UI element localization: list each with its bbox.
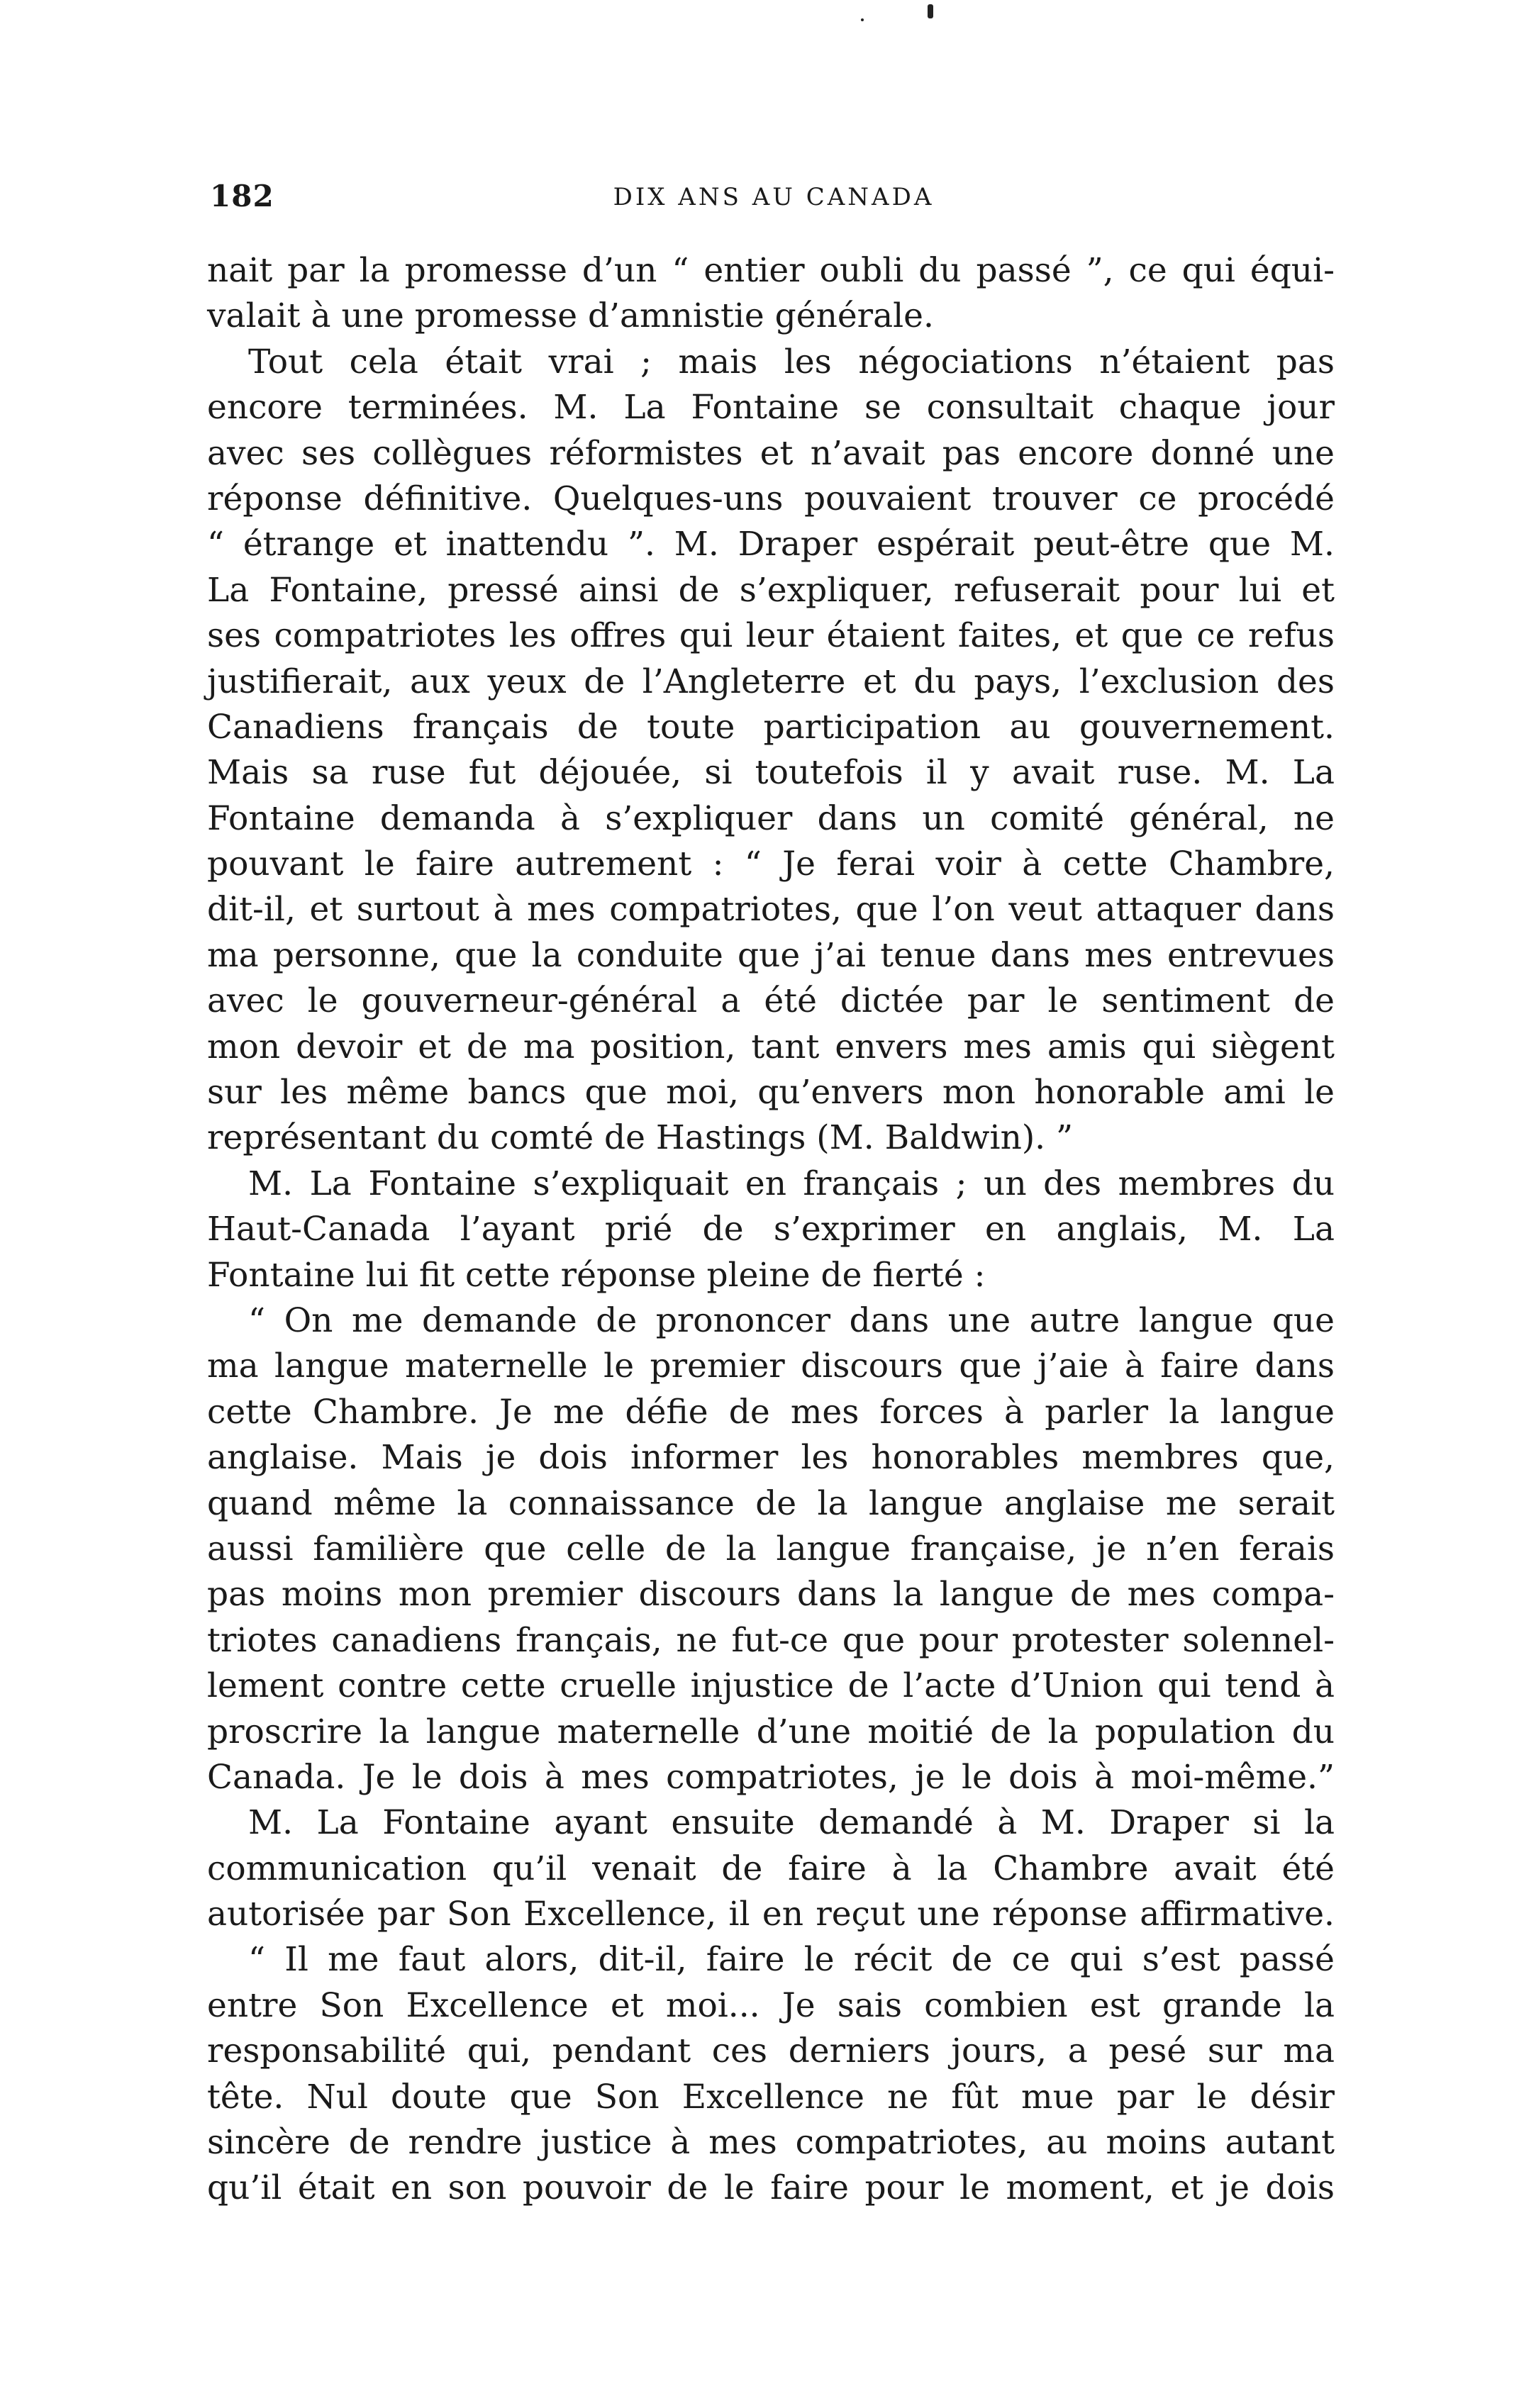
print-speck — [928, 4, 933, 18]
text-line: lement contre cette cruelle injustice de l’acte d’Union qui tend à — [207, 1666, 1335, 1706]
text-line: Canada. Je le dois à mes compatriotes, je le dois à moi-même.” — [207, 1757, 1335, 1797]
text-line: ma personne, que la conduite que j’ai tenue dans mes entrevues — [207, 935, 1335, 975]
text-line: sur les même bancs que moi, qu’envers mon honorable ami le — [207, 1073, 1335, 1113]
text-line: réponse définitive. Quelques-uns pouvaient trouver ce procédé — [207, 479, 1335, 518]
text-line: Fontaine lui fit cette réponse pleine de fierté : — [207, 1255, 986, 1295]
text-line: M. La Fontaine s’expliquait en français ; un des membres du — [248, 1164, 1335, 1203]
text-line: Haut-Canada l’ayant prié de s’exprimer en anglais, M. La — [207, 1210, 1335, 1249]
text-line: sincère de rendre justice à mes compatriotes, au moins autant — [207, 2123, 1335, 2163]
text-line: La Fontaine, pressé ainsi de s’expliquer, refuserait pour lui et — [207, 570, 1335, 610]
text-line: Tout cela était vrai ; mais les négociations n’étaient pas — [248, 342, 1335, 381]
text-line: dit-il, et surtout à mes compatriotes, que l’on veut attaquer dans — [207, 890, 1335, 930]
text-line: autorisée par Son Excellence, il en reçut une réponse affirmative. — [207, 1895, 1335, 1934]
text-line: pouvant le faire autrement : “ Je ferai voir à cette Chambre, — [207, 845, 1335, 884]
text-line: Fontaine demanda à s’expliquer dans un comité général, ne — [207, 798, 1335, 838]
text-line: “ Il me faut alors, dit-il, faire le récit de ce qui s’est passé — [248, 1940, 1335, 1980]
text-line: cette Chambre. Je me défie de mes forces à parler la langue — [207, 1392, 1335, 1432]
text-line: ses compatriotes les offres qui leur étaient faites, et que ce refus — [207, 616, 1335, 656]
text-line: nait par la promesse d’un “ entier oubli du passé ”, ce qui équi- — [207, 251, 1335, 290]
text-line: représentant du comté de Hastings (M. Baldwin). ” — [207, 1118, 1074, 1158]
text-line: anglaise. Mais je dois informer les honorables membres que, — [207, 1438, 1335, 1478]
text-line: Canadiens français de toute participation au gouvernement. — [207, 707, 1335, 747]
text-line: “ On me demande de prononcer dans une autre langue que — [248, 1300, 1335, 1340]
text-line: pas moins mon premier discours dans la langue de mes compa- — [207, 1575, 1335, 1615]
text-line: M. La Fontaine ayant ensuite demandé à M. Draper si la — [248, 1803, 1335, 1843]
text-line: proscrire la langue maternelle d’une moitié de la population du — [207, 1712, 1335, 1751]
text-line: avec le gouverneur-général a été dictée par le sentiment de — [207, 981, 1335, 1021]
text-line: triotes canadiens français, ne fut-ce que pour protester solennel- — [207, 1620, 1335, 1660]
running-title: DIX ANS AU CANADA — [613, 183, 935, 211]
text-line: aussi familière que celle de la langue française, je n’en ferais — [207, 1529, 1335, 1568]
page-number: 182 — [210, 179, 274, 213]
text-line: justifierait, aux yeux de l’Angleterre et du pays, l’exclusion des — [207, 662, 1335, 701]
text-line: Mais sa ruse fut déjouée, si toutefois il y avait ruse. M. La — [207, 753, 1335, 793]
text-line: qu’il était en son pouvoir de le faire pour le moment, et je dois — [207, 2168, 1335, 2208]
text-line: avec ses collègues réformistes et n’avait pas encore donné une — [207, 433, 1335, 473]
text-line: tête. Nul doute que Son Excellence ne fût mue par le désir — [207, 2077, 1335, 2117]
print-speck — [861, 18, 864, 21]
body-text — [207, 248, 1335, 2212]
text-line: quand même la connaissance de la langue anglaise me serait — [207, 1483, 1335, 1523]
text-line: “ étrange et inattendu ”. M. Draper espérait peut-être que M. — [207, 525, 1335, 564]
text-line: responsabilité qui, pendant ces derniers jours, a pesé sur ma — [207, 2031, 1335, 2071]
text-line: mon devoir et de ma position, tant envers mes amis qui siègent — [207, 1027, 1335, 1066]
text-line: communication qu’il venait de faire à la Chambre avait été — [207, 1849, 1335, 1888]
page-header — [210, 179, 1337, 221]
text-line: entre Son Excellence et moi... Je sais combien est grande la — [207, 1985, 1335, 2025]
text-line: ma langue maternelle le premier discours que j’aie à faire dans — [207, 1347, 1335, 1386]
text-line: encore terminées. M. La Fontaine se consultait chaque jour — [207, 388, 1335, 428]
text-line: valait à une promesse d’amnistie générale. — [207, 296, 934, 336]
